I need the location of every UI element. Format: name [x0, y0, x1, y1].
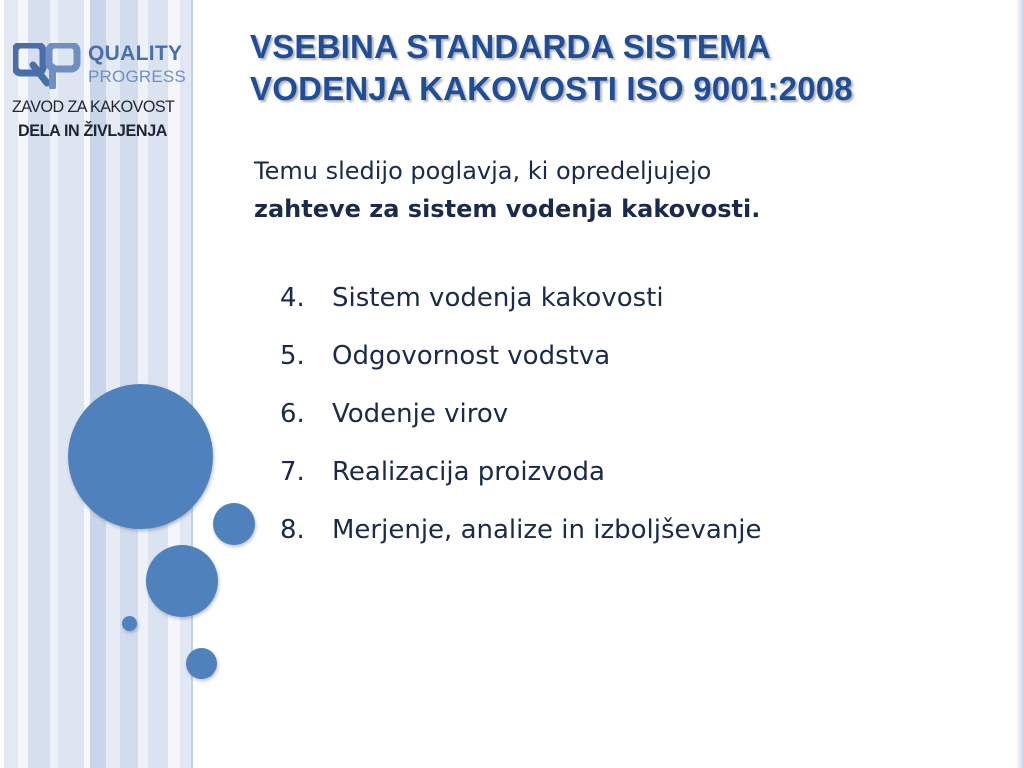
logo-quality-text: QUALITY: [88, 42, 183, 65]
slide-title: [250, 26, 990, 110]
decorative-circle-medium: [146, 545, 218, 617]
chapter-number: 5.: [280, 341, 305, 371]
logo-subtitle-line1: ZAVOD ZA KAKOVOST: [12, 97, 175, 116]
decorative-circle-large: [68, 384, 213, 529]
intro-end-punctuation: .: [751, 195, 761, 223]
slide-title-line2: VODENJA KAKOVOSTI ISO 9001:2008: [250, 70, 853, 107]
chapter-number: 7.: [280, 457, 305, 487]
list-item: [280, 452, 762, 510]
intro-text: Temu sledijo poglavja, ki opredeljujejo: [254, 157, 712, 185]
intro-bold-text: zahteve za sistem vodenja kakovosti: [254, 195, 752, 223]
logo-progress-text: PROGRESS: [88, 67, 186, 86]
chapter-number: 8.: [280, 515, 305, 545]
quality-progress-logo: [10, 40, 200, 150]
qp-logo-icon: [13, 43, 81, 89]
list-item: [280, 394, 762, 452]
chapter-label: Sistem vodenja kakovosti: [332, 283, 664, 313]
chapter-number: 6.: [280, 399, 305, 429]
right-edge-shade: [1016, 0, 1024, 768]
decorative-circle-small: [213, 503, 255, 545]
decorative-circle-small-bottom: [186, 648, 217, 679]
chapter-label: Realizacija proizvoda: [332, 457, 605, 487]
chapter-number: 4.: [280, 283, 305, 313]
logo-subtitle-line2: DELA IN ŽIVLJENJA: [18, 121, 168, 140]
chapter-label: Vodenje virov: [332, 399, 509, 429]
list-item: [280, 510, 762, 568]
intro-paragraph: [254, 152, 974, 228]
chapter-list: [280, 278, 762, 568]
list-item: [280, 278, 762, 336]
slide-title-line1: VSEBINA STANDARDA SISTEMA: [250, 28, 771, 65]
chapter-label: Odgovornost vodstva: [332, 341, 611, 371]
list-item: [280, 336, 762, 394]
chapter-label: Merjenje, analize in izboljševanje: [332, 515, 762, 545]
decorative-circle-tiny: [122, 616, 137, 631]
